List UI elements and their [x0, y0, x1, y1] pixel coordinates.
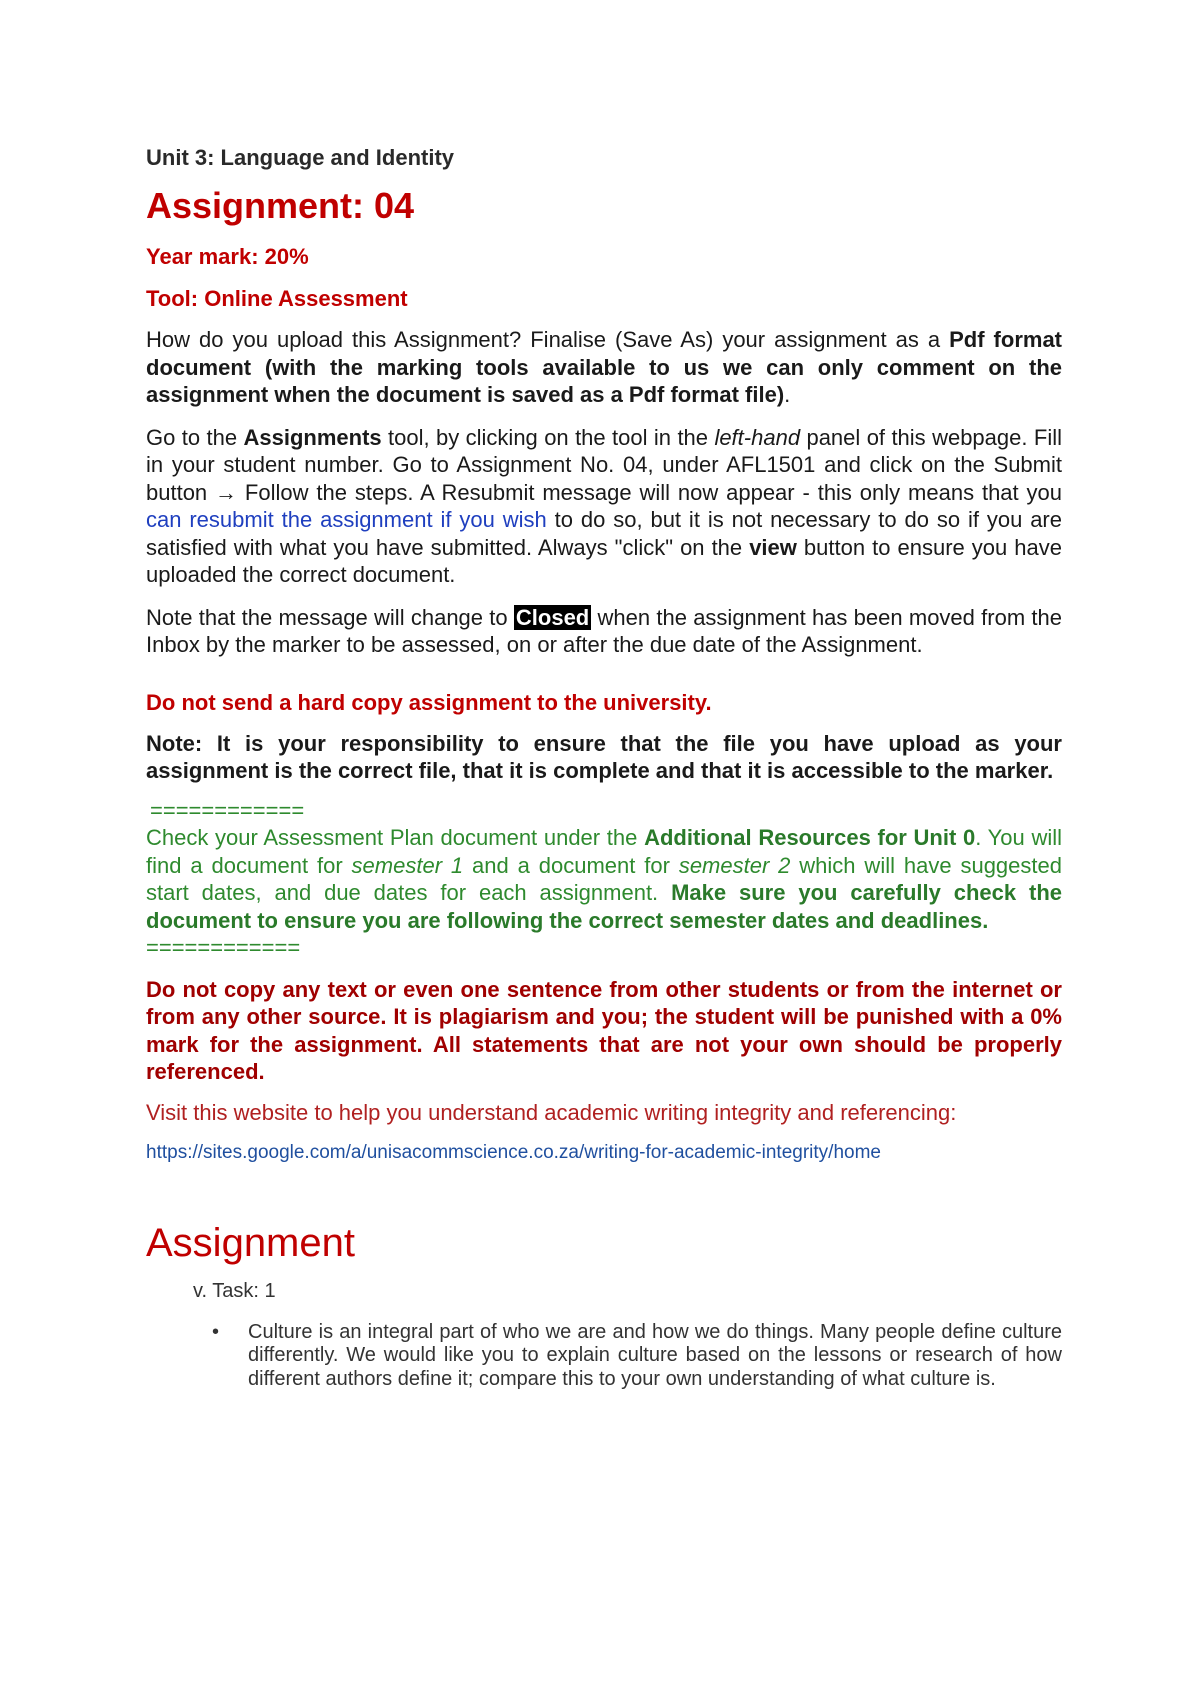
goto-left-hand-italic: left-hand	[714, 424, 801, 450]
goto-text-a: Go to the	[146, 424, 244, 450]
assignment-title: Assignment: 04	[146, 185, 415, 226]
visit-website-text: Visit this website to help you understand academic writing integrity and referencing:	[146, 1099, 957, 1125]
bullet-text: Culture is an integral part of who we are and how we do things. Many people define culture differently. We would like you to explain culture based on the lessons or research of how different authors define it; compare this to your own understanding of what culture is.	[248, 1320, 1062, 1390]
closed-highlight: Closed	[515, 604, 590, 630]
note-text: It is your responsibility to ensure that the file you have upload as your assignment is the correct file, that it is complete and that it is accessible to the marker.	[146, 730, 1062, 783]
bullet-icon: •	[212, 1320, 220, 1343]
assignment-section-title: Assignment	[146, 1220, 355, 1265]
plan-unit0-bold: Additional Resources for Unit 0	[644, 825, 976, 850]
separator-bottom: ============	[146, 935, 301, 960]
year-mark: Year mark: 20%	[146, 244, 309, 269]
plan-text-c: . You will find a document for	[146, 825, 1063, 878]
document-content	[146, 128, 1062, 1391]
plan-semester1: semester 1	[351, 852, 464, 878]
plan-text-g: which will have suggested start dates, and due dates for each assignment.	[146, 852, 1062, 905]
task-label: v. Task: 1	[193, 1279, 276, 1302]
plan-check-bold: Make sure you carefully check the document to ensure you are following the correct semester dates and deadlines.	[146, 880, 1062, 933]
unit-heading: Unit 3: Language and Identity	[146, 145, 455, 170]
goto-instructions	[146, 424, 1062, 589]
goto-text-i: button to ensure you have uploaded the correct document.	[146, 534, 1062, 587]
plagiarism-warning: Do not copy any text or even one sentence from other students or from the internet or from any other source. It is plagiarism and you; the student will be punished with a 0% mark for the assignment. All statements that are not your own should be properly referenced.	[146, 976, 1062, 1084]
integrity-website-link[interactable]: https://sites.google.com/a/unisacommscience.co.za/writing-for-academic-integrity/home	[146, 1141, 881, 1163]
plan-text-a: Check your Assessment Plan document under the	[146, 825, 645, 850]
upload-instructions	[146, 326, 1062, 409]
closed-note-text-b: when the assignment has been moved from the Inbox by the marker to be assessed, on or after the due date of the Assignment.	[146, 604, 1062, 657]
separator-top: ============	[150, 797, 305, 823]
note-label: Note:	[146, 730, 203, 756]
task-bullet-list	[146, 1321, 1062, 1392]
goto-text-g: to do so, but it is not necessary to do so if you are satisfied with what you have submitted. Always "click" on the	[146, 507, 1062, 560]
hard-copy-warning: Do not send a hard copy assignment to the university.	[146, 689, 712, 715]
assessment-plan-block	[146, 797, 1062, 962]
plan-semester2: semester 2	[678, 852, 791, 878]
goto-text-e: panel of this webpage. Fill in your student number. Go to Assignment No. 04, under AFL1501 and click on the Submit button → Follow the steps. A Resubmit message will now appear - this only means that you	[146, 424, 1062, 505]
responsibility-note	[146, 730, 1062, 785]
goto-assignments-bold: Assignments	[243, 424, 382, 450]
list-item	[212, 1320, 1062, 1392]
upload-text-bold: Pdf format document (with the marking tools available to us we can only comment on the assignment when the document is saved as a Pdf format file)	[146, 327, 1063, 407]
closed-note	[146, 604, 1062, 659]
goto-text-c: tool, by clicking on the tool in the	[381, 424, 715, 450]
plan-text-e: and a document for	[463, 852, 679, 878]
goto-view-bold: view	[749, 534, 797, 560]
closed-note-text-a: Note that the message will change to	[146, 604, 514, 630]
goto-resubmit-blue: can resubmit the assignment if you wish	[146, 507, 547, 532]
tool-label: Tool: Online Assessment	[146, 286, 408, 311]
upload-text: How do you upload this Assignment? Finalise (Save As) your assignment as a	[146, 327, 950, 352]
assessment-plan-text	[146, 824, 1062, 934]
upload-text-end: .	[784, 382, 791, 407]
